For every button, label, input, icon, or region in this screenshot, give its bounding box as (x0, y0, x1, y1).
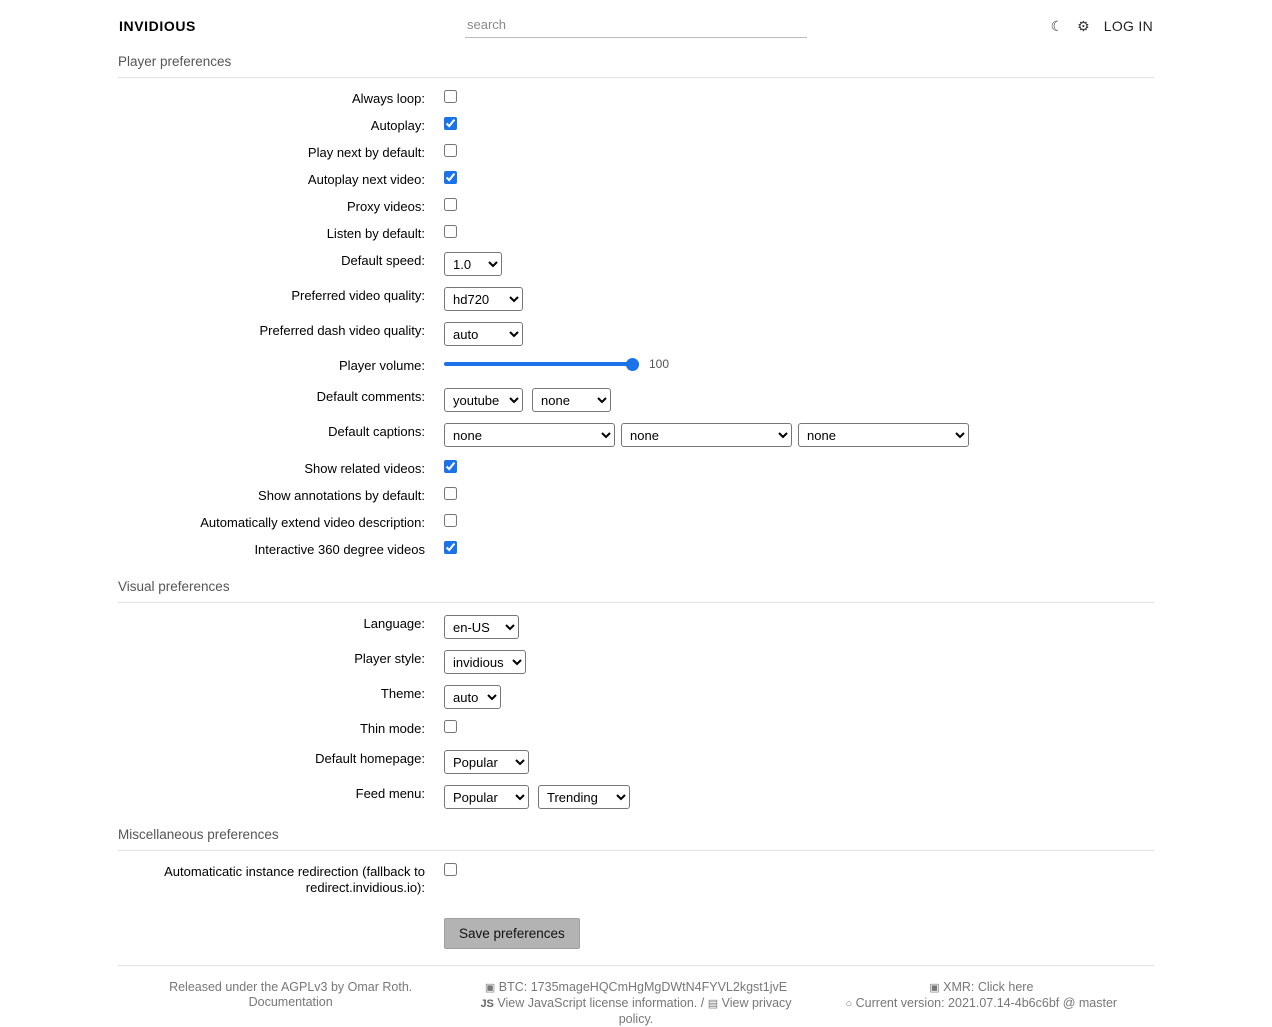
label-default-speed: Default speed: (341, 253, 425, 268)
label-interactive-360: Interactive 360 degree videos (254, 542, 425, 557)
label-comments: Default comments: (316, 389, 425, 404)
pref-row-comments (118, 388, 1154, 412)
section-heading-player: Player preferences (118, 50, 1154, 78)
checkbox-autoplay-next[interactable] (444, 171, 457, 184)
select-dash-quality[interactable] (444, 322, 523, 346)
footer-version-line (815, 996, 1148, 1012)
save-preferences-button[interactable]: Save preferences (444, 918, 580, 949)
login-button[interactable]: LOG IN (1103, 18, 1153, 34)
section-heading-misc: Miscellaneous preferences (118, 823, 1154, 851)
pref-row-play-next (118, 144, 1154, 164)
save-row (118, 918, 1154, 949)
control-dash-quality (444, 322, 1154, 346)
checkbox-interactive-360[interactable] (444, 541, 457, 554)
footer-xmr-link[interactable]: XMR: Click here (943, 980, 1034, 994)
checkbox-annotations[interactable] (444, 487, 457, 500)
label-language: Language: (363, 616, 425, 631)
footer-privacy-link[interactable]: View privacy policy. (618, 996, 792, 1026)
label-dash-quality: Preferred dash video quality: (259, 323, 425, 338)
document-icon: ▤ (707, 998, 719, 1010)
label-always-loop: Always loop: (352, 91, 425, 106)
search-input[interactable] (465, 14, 807, 38)
navbar-right (919, 18, 1272, 34)
control-always-loop (444, 90, 1154, 103)
select-captions-1[interactable] (444, 423, 615, 447)
pref-row-theme (118, 685, 1154, 709)
footer-btc-line (469, 980, 802, 996)
control-comments (444, 388, 1154, 412)
control-autoplay (444, 117, 1154, 130)
github-icon: ○ (845, 998, 853, 1010)
label-play-next: Play next by default: (307, 145, 425, 160)
label-player-style: Player style: (354, 651, 425, 666)
select-theme[interactable] (444, 685, 501, 709)
control-feed-menu (444, 785, 1154, 809)
pref-row-annotations (118, 487, 1154, 507)
pref-row-extend-description (118, 514, 1154, 534)
select-comments-secondary[interactable] (532, 388, 611, 412)
pref-row-captions (118, 423, 1154, 447)
label-homepage: Default homepage: (315, 751, 425, 766)
pref-row-player-style (118, 650, 1154, 674)
label-annotations: Show annotations by default: (258, 488, 425, 503)
control-interactive-360 (444, 541, 1154, 555)
pref-row-autoplay (118, 117, 1154, 137)
pref-row-related-videos (118, 460, 1154, 480)
control-extend-description (444, 514, 1154, 528)
control-instance-redirection (444, 863, 1154, 896)
checkbox-listen-default[interactable] (444, 225, 457, 238)
label-volume: Player volume: (339, 358, 425, 373)
select-default-speed[interactable] (444, 252, 502, 276)
checkbox-related-videos[interactable] (444, 460, 457, 473)
javascript-icon: JS (480, 998, 494, 1010)
footer-btc-link[interactable]: BTC: 1735mageHQCmHgMgDWtN4FYVL2kgst1jvE (498, 980, 788, 994)
control-video-quality (444, 287, 1154, 311)
pref-row-autoplay-next (118, 171, 1154, 191)
navbar-left (0, 18, 353, 34)
pref-row-interactive-360 (118, 541, 1154, 561)
moon-icon[interactable]: ☾ (1050, 18, 1064, 34)
control-language (444, 615, 1154, 639)
checkbox-instance-redirection[interactable] (444, 863, 457, 876)
select-captions-3[interactable] (798, 423, 969, 447)
footer-version-link[interactable]: Current version: 2021.07.14-4b6c6bf @ master (855, 996, 1118, 1010)
search-form (465, 14, 807, 38)
volume-value: 100 (649, 357, 670, 371)
control-listen-default (444, 225, 1154, 238)
checkbox-extend-description[interactable] (444, 514, 457, 527)
pref-row-listen-default (118, 225, 1154, 245)
control-captions (444, 423, 1154, 447)
control-theme (444, 685, 1154, 709)
select-feed-menu-1[interactable] (444, 785, 529, 809)
footer-js-line (469, 996, 802, 1027)
label-autoplay: Autoplay: (370, 118, 425, 133)
pref-row-feed-menu (118, 785, 1154, 809)
footer-xmr-line (815, 980, 1148, 996)
label-related-videos: Show related videos: (304, 461, 425, 476)
pref-row-language (118, 615, 1154, 639)
pref-row-default-speed (118, 252, 1154, 276)
pref-row-dash-quality (118, 322, 1154, 346)
slider-player-volume[interactable] (444, 362, 639, 366)
label-autoplay-next: Autoplay next video: (307, 172, 425, 187)
control-default-speed (444, 252, 1154, 276)
pref-row-thin-mode (118, 720, 1154, 740)
preferences-page (118, 50, 1154, 949)
footer-right (809, 980, 1154, 1027)
control-proxy-videos (444, 198, 1154, 211)
label-video-quality: Preferred video quality: (291, 288, 425, 303)
label-thin-mode: Thin mode: (359, 721, 425, 736)
control-related-videos (444, 460, 1154, 473)
checkbox-always-loop[interactable] (444, 90, 457, 103)
label-theme: Theme: (380, 686, 425, 701)
section-heading-visual: Visual preferences (118, 575, 1154, 603)
checkbox-thin-mode[interactable] (444, 720, 457, 733)
pref-row-proxy-videos (118, 198, 1154, 218)
checkbox-play-next[interactable] (444, 144, 457, 157)
control-autoplay-next (444, 171, 1154, 184)
select-language[interactable] (444, 615, 519, 639)
gear-icon[interactable]: ⚙ (1077, 18, 1090, 34)
checkbox-autoplay[interactable] (444, 117, 457, 130)
footer (118, 965, 1154, 1027)
select-feed-menu-2[interactable] (538, 785, 630, 809)
footer-js-license-link[interactable]: View JavaScript license information. (497, 996, 698, 1010)
label-proxy-videos: Proxy videos: (346, 199, 425, 214)
select-comments-primary[interactable] (444, 388, 523, 412)
monero-icon: ▣ (929, 982, 940, 994)
label-feed-menu: Feed menu: (355, 786, 425, 801)
footer-center (463, 980, 808, 1027)
label-captions: Default captions: (328, 424, 425, 439)
pref-row-video-quality (118, 287, 1154, 311)
navbar-center (353, 14, 919, 38)
pref-row-always-loop (118, 90, 1154, 110)
pref-row-instance-redirection (118, 863, 1154, 896)
checkbox-proxy-videos[interactable] (444, 198, 457, 211)
footer-license-text: Released under the AGPLv3 by Omar Roth. (169, 980, 413, 994)
control-annotations (444, 487, 1154, 501)
footer-left (118, 980, 463, 1027)
select-video-quality[interactable] (444, 287, 523, 311)
pref-row-homepage (118, 750, 1154, 774)
control-volume (444, 357, 1154, 371)
select-player-style[interactable] (444, 650, 526, 674)
footer-separator: / (700, 996, 705, 1010)
label-instance-redirection: Automaticatic instance redirection (fallback to redirect.invidious.io): (164, 864, 425, 895)
pref-row-volume (118, 357, 1154, 377)
control-play-next (444, 144, 1154, 157)
control-player-style (444, 650, 1154, 674)
navbar (0, 0, 1272, 44)
save-spacer (118, 918, 444, 949)
monero-btc-icon: ▣ (484, 982, 496, 994)
label-listen-default: Listen by default: (326, 226, 425, 241)
footer-documentation-link[interactable]: Documentation (248, 995, 333, 1009)
label-extend-description: Automatically extend video description: (200, 515, 425, 530)
control-thin-mode (444, 720, 1154, 733)
brand-logo[interactable]: INVIDIOUS (119, 18, 196, 34)
control-homepage (444, 750, 1154, 774)
select-default-homepage[interactable] (444, 750, 529, 774)
select-captions-2[interactable] (621, 423, 792, 447)
